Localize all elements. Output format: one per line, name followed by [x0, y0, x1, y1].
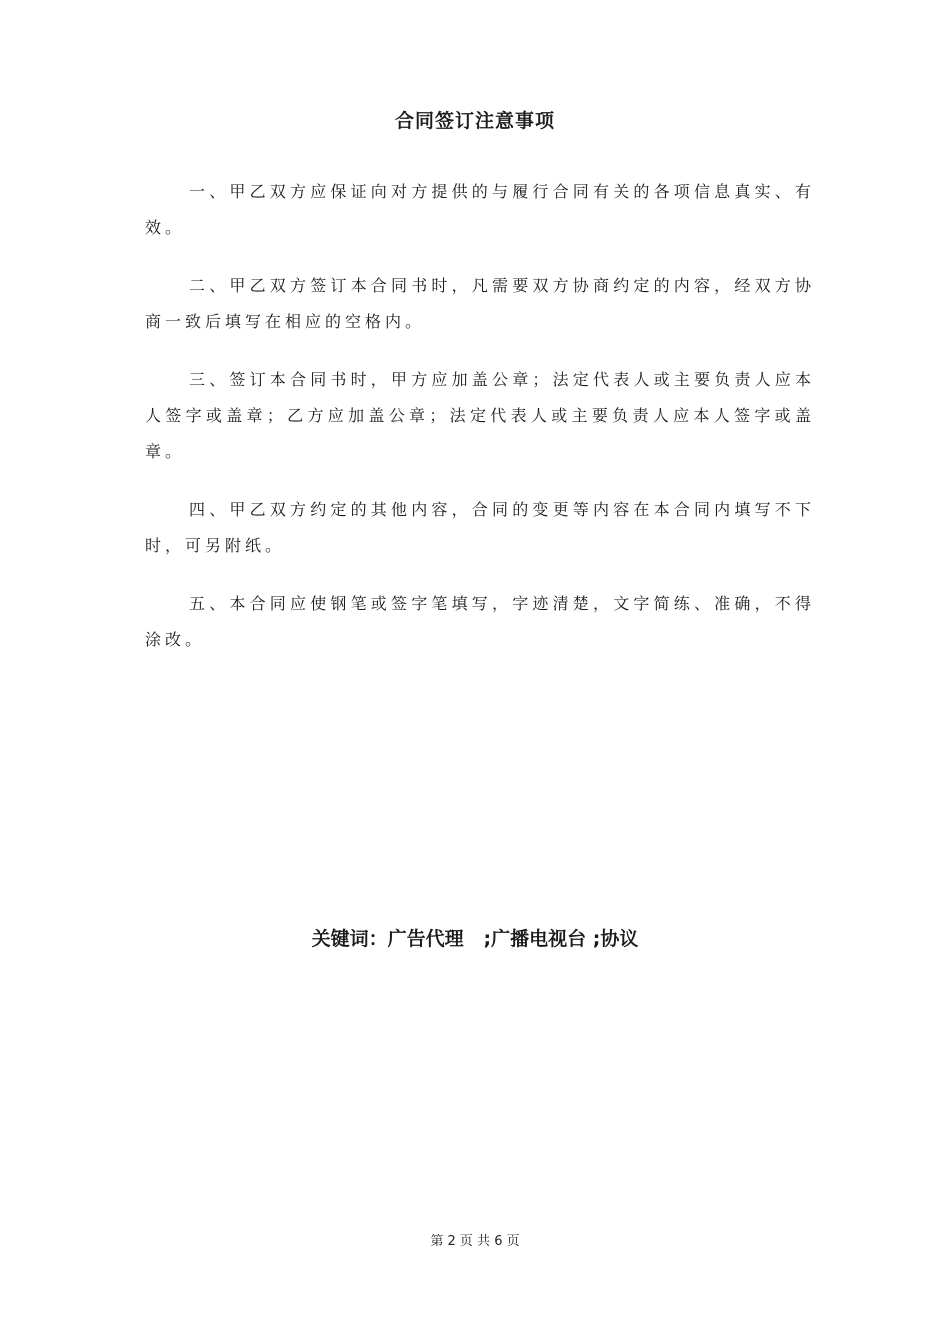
paragraph-4: 四、甲乙双方约定的其他内容，合同的变更等内容在本合同内填写不下时，可另附纸。 [145, 500, 815, 555]
document-body [145, 174, 815, 680]
paragraph-5: 五、本合同应使钢笔或签字笔填写，字迹清楚，文字简练、准确，不得涂改。 [145, 594, 815, 649]
keywords-line: 关键词：广告代理 ;广播电视台 ;协议 [311, 928, 639, 950]
document-title: 合同签订注意事项 [394, 110, 555, 132]
paragraph-3: 三、签订本合同书时，甲方应加盖公章；法定代表人或主要负责人应本人签字或盖章；乙方应加盖公章；法定代表人或主要负责人应本人签字或盖章。 [145, 370, 815, 461]
paragraph-2: 二、甲乙双方签订本合同书时，凡需要双方协商约定的内容，经双方协商一致后填写在相应的空格内。 [145, 276, 815, 331]
page-number-footer: 第 2 页 共 6 页 [430, 1234, 520, 1249]
paragraph-1: 一、甲乙双方应保证向对方提供的与履行合同有关的各项信息真实、有效。 [145, 182, 815, 237]
